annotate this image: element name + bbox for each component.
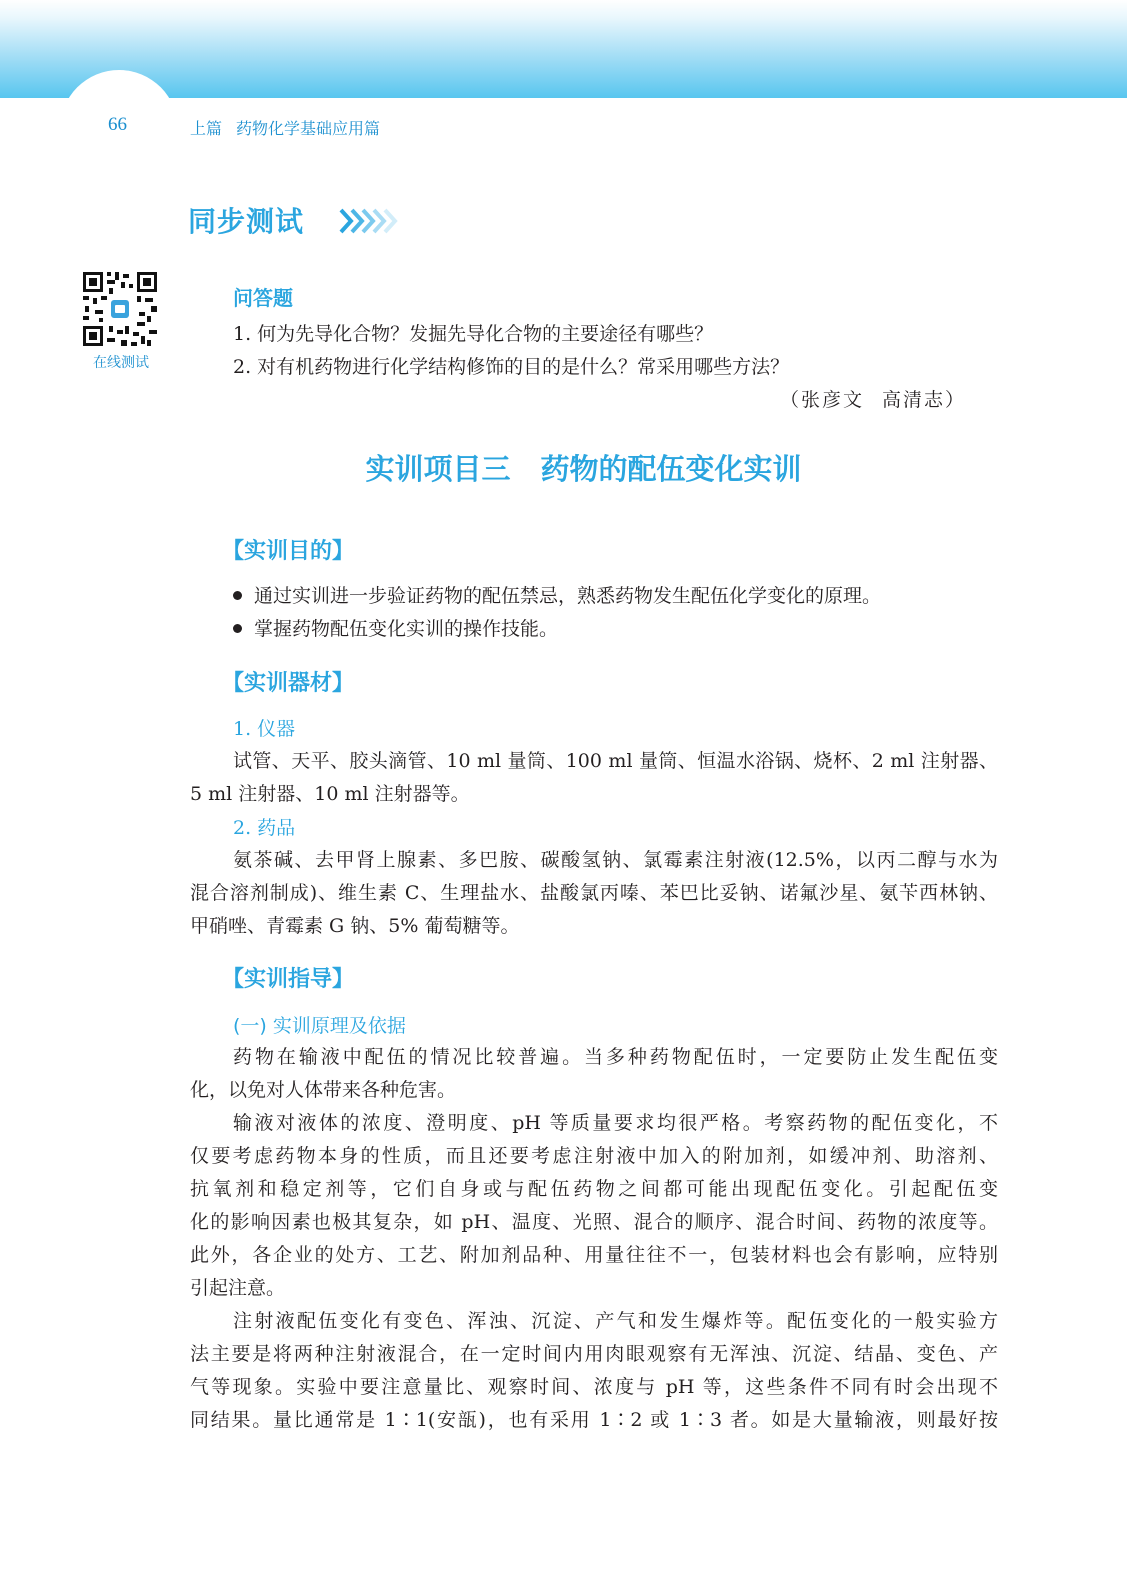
paragraph-line: 输液对液体的浓度、澄明度、pH 等质量要求均很严格。考察药物的配伍变化，不 <box>233 1112 998 1134</box>
author-2: 高清志） <box>882 389 967 411</box>
drugs-heading: 2. 药品 <box>233 817 296 839</box>
paragraph-line: 注射液配伍变化有变色、浑浊、沉淀、产气和发生爆炸等。配伍变化的一般实验方 <box>233 1310 998 1332</box>
purpose-bullet-text: 通过实训进一步验证药物的配伍禁忌，熟悉药物发生配伍化学变化的原理。 <box>254 585 882 607</box>
project-number: 实训项目三 <box>365 452 511 486</box>
guidance-paragraph-3 <box>190 1305 998 1437</box>
page-number: 66 <box>108 114 127 135</box>
paragraph-line: 试管、天平、胶头滴管、10 ml 量筒、100 ml 量筒、恒温水浴锅、烧杯、2 ml 注射器、 <box>233 750 998 772</box>
paragraph-line: 引起注意。 <box>190 1277 286 1299</box>
qa-heading: 问答题 <box>233 286 293 310</box>
instruments-paragraph <box>190 745 998 811</box>
guidance-paragraph-2 <box>190 1107 998 1305</box>
bullet-icon <box>233 624 242 633</box>
authors <box>780 384 966 417</box>
running-head-title: 药物化学基础应用篇 <box>236 119 381 138</box>
paragraph-line: 氨茶碱、去甲肾上腺素、多巴胺、碳酸氢钠、氯霉素注射液(12.5%，以丙二醇与水为 <box>233 849 998 871</box>
header-band <box>0 0 1127 98</box>
question-2: 2. 对有机药物进行化学结构修饰的目的是什么？常采用哪些方法？ <box>233 356 790 378</box>
chevrons-icon <box>338 204 398 238</box>
paragraph-line: 法主要是将两种注射液混合，在一定时间内用肉眼观察有无浑浊、沉淀、结晶、变色、产 <box>190 1343 998 1365</box>
purpose-bullet-text: 掌握药物配伍变化实训的操作技能。 <box>254 618 559 640</box>
question-1: 1. 何为先导化合物？发掘先导化合物的主要途径有哪些？ <box>233 323 714 345</box>
paragraph-line: 此外，各企业的处方、工艺、附加剂品种、用量往往不一，包装材料也会有影响，应特别 <box>190 1244 998 1266</box>
paragraph-line: 化的影响因素也极其复杂，如 pH、温度、光照、混合的顺序、混合时间、药物的浓度等。 <box>190 1211 998 1233</box>
instruments-heading: 1. 仪器 <box>233 718 296 740</box>
purpose-heading: 【实训目的】 <box>222 539 355 564</box>
paragraph-line: 甲硝唑、青霉素 G 钠、5% 葡萄糖等。 <box>190 915 520 937</box>
qr-code-icon[interactable] <box>81 270 159 348</box>
project-name: 药物的配伍变化实训 <box>540 452 802 486</box>
paragraph-line: 仅要考虑药物本身的性质，而且还要考虑注射液中加入的附加剂，如缓冲剂、助溶剂、 <box>190 1145 998 1167</box>
qr-caption: 在线测试 <box>93 355 149 371</box>
bullet-icon <box>233 591 242 600</box>
paragraph-line: 抗氧剂和稳定剂等，它们自身或与配伍药物之间都可能出现配伍变化。引起配伍变 <box>190 1178 998 1200</box>
paragraph-line: 药物在输液中配伍的情况比较普遍。当多种药物配伍时，一定要防止发生配伍变 <box>233 1046 998 1068</box>
paragraph-line: 混合溶剂制成)、维生素 C、生理盐水、盐酸氯丙嗪、苯巴比妥钠、诺氟沙星、氨苄西林钠、 <box>190 882 998 904</box>
paragraph-line: 5 ml 注射器、10 ml 注射器等。 <box>190 783 470 805</box>
purpose-bullet-2 <box>233 613 558 646</box>
drugs-paragraph <box>190 844 998 943</box>
guidance-heading: 【实训指导】 <box>222 967 355 992</box>
sync-test-title: 同步测试 <box>188 205 305 238</box>
guidance-subheading: (一) 实训原理及依据 <box>233 1015 406 1037</box>
paragraph-line: 气等现象。实验中要注意量比、观察时间、浓度与 pH 等，这些条件不同有时会出现不 <box>190 1376 998 1398</box>
guidance-paragraph-1 <box>190 1041 998 1107</box>
paragraph-line: 同结果。量比通常是 1∶1(安瓿)，也有采用 1∶2 或 1∶3 者。如是大量输液，则最好按 <box>190 1409 998 1431</box>
paragraph-line: 化，以免对人体带来各种危害。 <box>190 1079 457 1101</box>
purpose-bullet-1 <box>233 580 881 613</box>
materials-heading: 【实训器材】 <box>222 671 355 696</box>
project-title <box>0 447 1127 488</box>
running-head-part: 上篇 <box>190 119 223 138</box>
author-1: （张彦文 <box>780 389 865 411</box>
running-head <box>190 116 380 139</box>
